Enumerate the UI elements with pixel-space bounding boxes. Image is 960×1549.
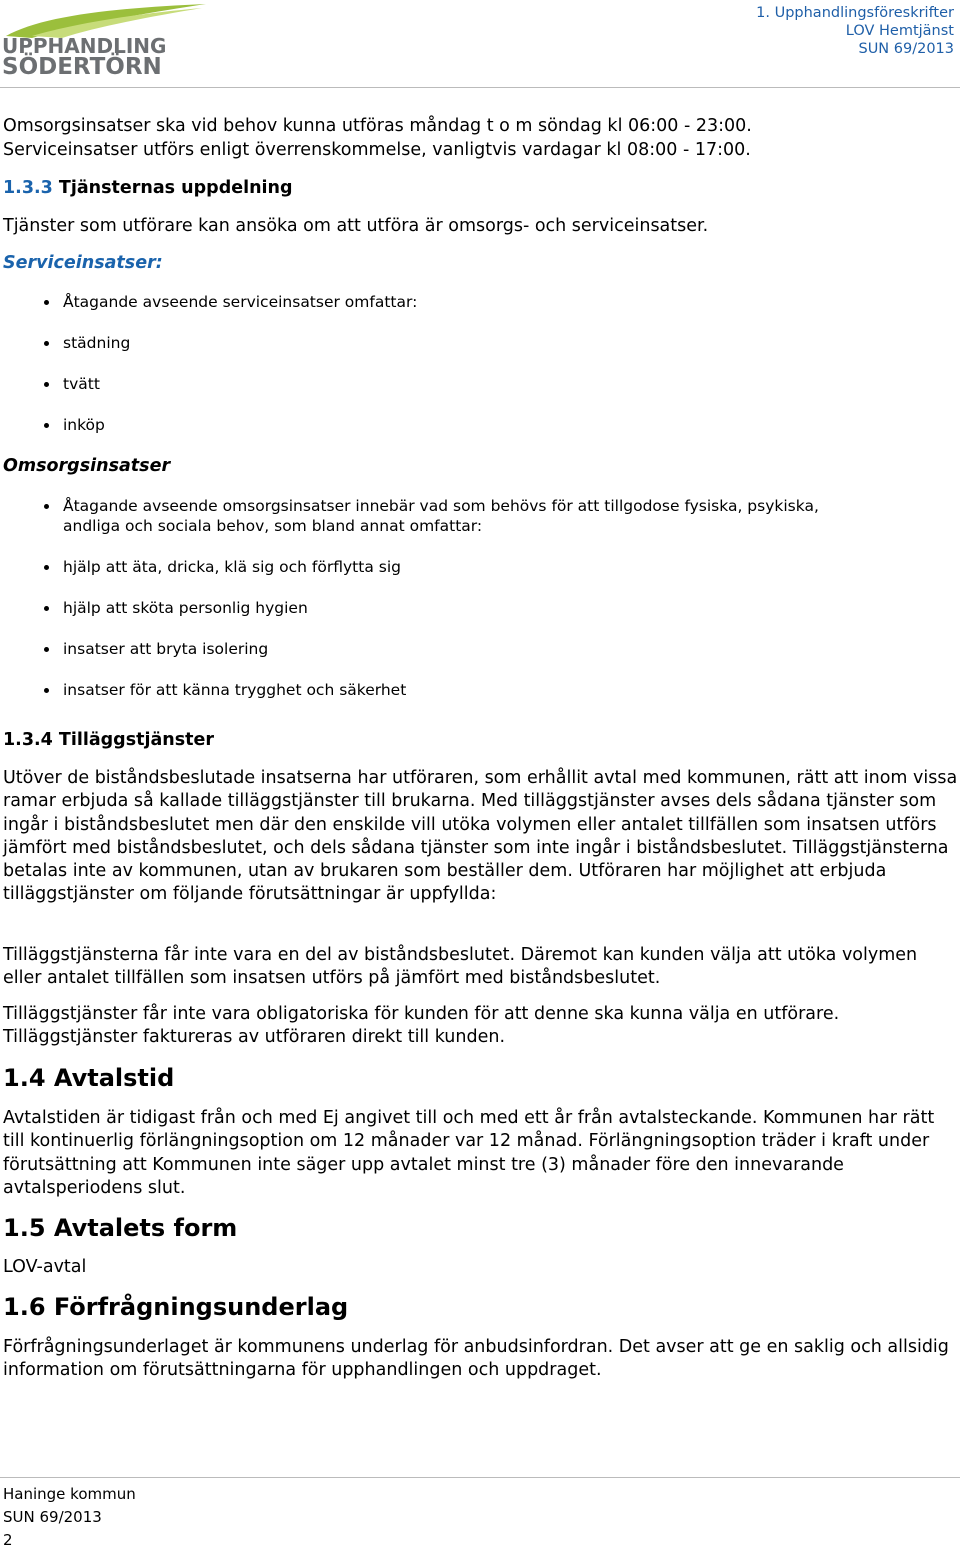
- list-item: hjälp att sköta personlig hygien: [0, 598, 819, 618]
- section-1-3-4-heading: 1.3.4 Tilläggstjänster: [3, 730, 215, 750]
- header-meta: [756, 4, 954, 58]
- service-heading: Serviceinsatser:: [3, 253, 163, 273]
- list-item: insatser att bryta isolering: [0, 639, 819, 659]
- document-reference: SUN 69/2013: [858, 41, 954, 57]
- leaf-swoosh-icon: [2, 2, 207, 38]
- list-item: [0, 496, 819, 536]
- list-item-line: Åtagande avseende omsorgsinsatser innebär vad som behövs för att tillgodose fysiska, psykiska,: [63, 497, 819, 515]
- section-1-4-paragraph: Avtalstiden är tidigast från och med Ej angivet till och med ett år från avtalsteckande. Kommunen har rätt till kontinuerlig förlängningsoption om 12 månader var 12 månad. Förlängningsoption träder i kraft under förutsättning att Kommunen inte säger upp avtalet minst tre (3) månader före den innevarande avtalsperiodens slut.: [3, 1108, 935, 1198]
- logo-line-1: UPPHANDLING: [2, 34, 167, 58]
- list-item: tvätt: [0, 374, 417, 394]
- intro-line-1: Omsorgsinsatser ska vid behov kunna utföras måndag t o m söndag kl 06:00 - 23:00.: [3, 116, 752, 136]
- section-1-3-4-paragraph-3: Tilläggstjänster får inte vara obligatoriska för kunden för att denne ska kunna välja en utförare. Tilläggstjänster faktureras av utföraren direkt till kunden.: [3, 1004, 840, 1048]
- document-section-title: 1. Upphandlingsföreskrifter: [756, 5, 954, 21]
- document-subject: LOV Hemtjänst: [845, 23, 954, 39]
- section-1-3-3-text: Tjänster som utförare kan ansöka om att utföra är omsorgs- och serviceinsatser.: [3, 216, 709, 236]
- section-1-3-3-heading: [3, 178, 293, 198]
- section-1-5-paragraph: LOV-avtal: [3, 1257, 87, 1277]
- list-item: Åtagande avseende serviceinsatser omfattar:: [0, 292, 417, 312]
- list-item: hjälp att äta, dricka, klä sig och förflytta sig: [0, 557, 819, 577]
- intro-line-2: Serviceinsatser utförs enligt överrenskommelse, vanligtvis vardagar kl 08:00 - 17:00.: [3, 140, 751, 160]
- service-list: [0, 292, 417, 435]
- section-title: Tjänsternas uppdelning: [52, 178, 293, 198]
- section-number: 1.3.3: [3, 178, 53, 198]
- footer-divider: [0, 1477, 960, 1478]
- section-1-6-paragraph: Förfrågningsunderlaget är kommunens underlag för anbudsinfordran. Det avser att ge en saklig och allsidig information om förutsättningarna för upphandlingen och uppdraget.: [3, 1337, 949, 1381]
- list-item: inköp: [0, 415, 417, 435]
- section-1-4-heading: 1.4 Avtalstid: [3, 1064, 175, 1092]
- list-item: insatser för att känna trygghet och säkerhet: [0, 680, 819, 700]
- footer-reference: SUN 69/2013: [3, 1508, 102, 1526]
- section-1-3-4-paragraph-1: Utöver de biståndsbeslutade insatserna har utföraren, som erhållit avtal med kommunen, rätt att inom vissa ramar erbjuda så kallade tilläggstjänster till brukarna. Med tilläggstjänster avses dels sådana tjänster som ingår i biståndsbeslutet men där den enskilde vill utöka volymen eller antalet tillfällen som insatsen utförs jämfört med biståndsbeslutet, och dels sådana tjänster som inte ingår i biståndsbeslutet. Tilläggstjänsterna betalas inte av kommunen, utan av brukaren som beställer dem. Utföraren har möjlighet att erbjuda tilläggstjänster om följande förutsättningar är uppfyllda:: [3, 768, 958, 905]
- footer-organization: Haninge kommun: [3, 1485, 136, 1503]
- page-number: 2: [3, 1531, 13, 1549]
- section-1-3-4-paragraph-2: Tilläggstjänsterna får inte vara en del av biståndsbeslutet. Däremot kan kunden välja att utöka volymen eller antalet tillfällen som insatsen utförs på jämfört med biståndsbeslutet.: [3, 945, 918, 989]
- omsorg-heading: Omsorgsinsatser: [3, 456, 171, 476]
- list-item: städning: [0, 333, 417, 353]
- list-item-line: andliga och sociala behov, som bland annat omfattar:: [63, 517, 483, 535]
- section-1-5-heading: 1.5 Avtalets form: [3, 1214, 238, 1242]
- header-divider: [0, 87, 960, 88]
- section-1-6-heading: 1.6 Förfrågningsunderlag: [3, 1293, 349, 1321]
- upphandling-sodertorn-logo: [2, 2, 207, 80]
- omsorg-list: [0, 496, 819, 700]
- logo-line-2: SÖDERTÖRN: [2, 54, 162, 80]
